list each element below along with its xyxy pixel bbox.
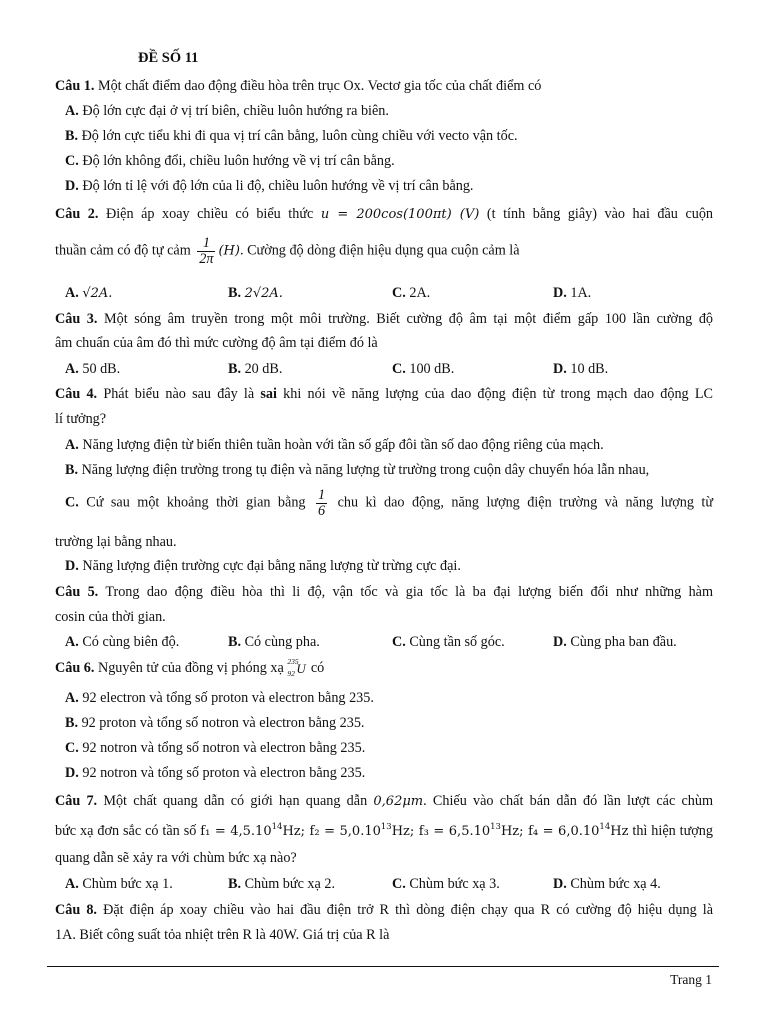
option-6d [65, 765, 365, 782]
page-title: ĐỀ SỐ 11 [138, 50, 199, 66]
option-3a [65, 361, 120, 378]
question-text: Điện áp xoay chiều có biểu thức [105, 206, 314, 222]
question-text-cont: . Cường độ dòng điện hiệu dụng qua cuộn cảm là [239, 242, 520, 259]
question-3 [55, 311, 713, 328]
option-key: C. [65, 494, 79, 511]
option-text: Độ lớn cực tiểu khi đi qua vị trí cân bằng, luôn cùng chiều với vecto vận tốc. [81, 128, 518, 144]
option-text: Năng lượng điện từ biến thiên tuần hoàn với tần số gấp đôi tần số dao động riêng của mạch. [82, 437, 604, 453]
option-key: B. [65, 462, 79, 478]
voltage-formula: u = 200cos(100πt) (V) [320, 207, 480, 222]
option-key: D. [65, 178, 79, 194]
option-key: D. [65, 558, 79, 574]
question-6 [55, 656, 325, 678]
wavelength-limit: 0,62μm [373, 794, 424, 809]
option-2b [228, 285, 283, 302]
option-key: C. [65, 740, 79, 756]
option-text: 2A. [409, 285, 431, 301]
question-label: Câu 2. [55, 206, 99, 222]
question-5-line2: cosin của thời gian. [55, 609, 166, 625]
question-1 [55, 78, 713, 95]
option-1c [65, 153, 395, 170]
option-key: B. [228, 876, 242, 892]
emphasis-word: sai [260, 386, 277, 402]
option-text: Chùm bức xạ 3. [409, 876, 500, 892]
option-1a [65, 103, 389, 120]
option-key: B. [65, 715, 79, 731]
option-6b [65, 715, 364, 732]
exp-3: 13 [490, 822, 501, 832]
option-key: A. [65, 437, 79, 453]
question-3-line2: âm chuẩn của âm đó thì mức cường độ âm tại điểm đó là [55, 335, 378, 351]
question-7 [55, 793, 713, 810]
question-text-cont: (t tính bằng giây) vào hai đầu cuộn [486, 206, 714, 222]
option-7a [65, 876, 173, 893]
question-2-line2 [55, 236, 520, 267]
option-key: D. [65, 765, 79, 781]
question-text: Một chất quang dẫn có giới hạn quang dẫn [103, 793, 368, 809]
question-7-line3: quang dẫn sẽ xảy ra với chùm bức xạ nào? [55, 850, 297, 866]
question-text: Phát biểu nào sau đây là [103, 386, 255, 402]
option-key: C. [392, 876, 406, 892]
option-key: C. [65, 153, 79, 169]
freq-1: f₁ = 4,5.10 [200, 824, 272, 839]
option-text: Cùng tần số góc. [409, 634, 505, 650]
option-key: B. [228, 361, 242, 377]
question-text: Đặt điện áp xoay chiều vào hai đầu điện trở R thì dòng điện chạy qua R có cường độ hiệu dụng là [103, 902, 713, 918]
option-text: Năng lượng điện trường cực đại bằng năng lượng từ trừng cực đại. [82, 558, 461, 574]
freq-4: Hz; f₄ = 6,0.10 [500, 824, 600, 839]
option-text: 92 proton và tổng số notron và electron bằng 235. [81, 715, 365, 731]
option-text: Năng lượng điện trường trong tụ điện và năng lượng từ trường trong cuộn dây chuyển hóa lẫn nhau, [81, 462, 650, 478]
option-text: 20 dB. [244, 361, 283, 377]
footer-divider [47, 966, 719, 967]
uranium-isotope [287, 656, 307, 678]
option-6a [65, 690, 374, 707]
option-text: 92 notron và tổng số proton và electron bằng 235. [82, 765, 366, 781]
option-5b [228, 634, 320, 651]
option-text: Chùm bức xạ 1. [82, 876, 173, 892]
option-text: 10 dB. [570, 361, 609, 377]
inductance-fraction [197, 236, 215, 267]
option-text: Cùng pha ban đầu. [570, 634, 677, 650]
option-4c [65, 488, 713, 519]
option-key: D. [553, 361, 567, 377]
question-text: Một sóng âm truyền trong một môi trường. Biết cường độ âm tại một điểm gấp 100 lần cường độ [104, 311, 714, 327]
option-text-cont: chu kì dao động, năng lượng điện trường và năng lượng từ [337, 494, 714, 511]
option-7d [553, 876, 661, 893]
question-text-cont: khi nói về năng lượng của dao động điện từ trong mạch dao động LC [283, 386, 714, 402]
option-5d [553, 634, 677, 651]
option-7c [392, 876, 500, 893]
option-text: Chùm bức xạ 2. [244, 876, 336, 892]
option-4a [65, 437, 604, 454]
option-3c [392, 361, 454, 378]
time-fraction [316, 488, 327, 519]
question-text: Nguyên tử của đồng vị phóng xạ [97, 660, 284, 676]
option-key: B. [228, 285, 242, 301]
option-key: B. [65, 128, 79, 144]
frac-den: 2π [199, 250, 214, 267]
option-text: 100 dB. [409, 361, 455, 377]
option-1d [65, 178, 473, 195]
exp-4: 14 [599, 822, 611, 832]
question-8-line2: 1A. Biết công suất tỏa nhiệt trên R là 40W. Giá trị của R là [55, 927, 390, 943]
option-key: D. [553, 285, 567, 301]
question-label: Câu 7. [55, 793, 98, 809]
option-text: Cứ sau một khoảng thời gian bằng [86, 494, 306, 511]
option-2c [392, 285, 430, 302]
question-4-line2: lí tưởng? [55, 411, 107, 427]
question-text-cont: . Chiếu vào chất bán dẫn đó lần lượt các chùm [423, 793, 714, 809]
option-text: 2√2A. [244, 286, 283, 301]
option-3b [228, 361, 282, 378]
exp-2: 13 [380, 822, 392, 832]
question-label: Câu 3. [55, 311, 98, 327]
option-key: A. [65, 103, 79, 119]
element-symbol: U [296, 660, 306, 676]
option-text: 50 dB. [82, 361, 121, 377]
question-label: Câu 8. [55, 902, 97, 918]
option-5c [392, 634, 505, 651]
option-text: Độ lớn cực đại ở vị trí biên, chiều luôn hướng ra biên. [82, 103, 389, 119]
option-4b [65, 462, 649, 479]
freq-2: Hz; f₂ = 5,0.10 [282, 824, 381, 839]
option-2d [553, 285, 591, 302]
option-key: C. [392, 361, 406, 377]
option-text: Độ lớn tỉ lệ với độ lớn của li độ, chiều luôn hướng về vị trí cân bằng. [82, 178, 474, 194]
question-text: thuần cảm có độ tự cảm [55, 242, 191, 259]
question-4 [55, 386, 713, 403]
option-text: Độ lớn không đổi, chiều luôn hướng về vị trí cân bằng. [82, 153, 395, 169]
option-key: A. [65, 690, 79, 706]
question-5 [55, 584, 713, 601]
option-text: √2A. [82, 286, 113, 301]
unit: (H) [218, 243, 240, 259]
frac-num: 1 [318, 487, 326, 503]
question-text: Một chất điểm dao động điều hòa trên trục Ox. Vectơ gia tốc của chất điểm có [97, 78, 542, 94]
option-key: C. [392, 285, 406, 301]
question-text: bức xạ đơn sắc có tần số [55, 823, 197, 839]
option-2a [65, 285, 112, 302]
option-key: A. [65, 876, 79, 892]
option-4c-line2: trường lại bằng nhau. [55, 534, 177, 550]
question-2 [55, 206, 713, 223]
option-7b [228, 876, 335, 893]
frac-num: 1 [197, 236, 215, 252]
option-key: D. [553, 876, 567, 892]
option-key: A. [65, 285, 79, 301]
option-text: Có cùng pha. [244, 634, 320, 650]
option-6c [65, 740, 365, 757]
question-text: Trong dao động điều hòa thì li độ, vận tốc và gia tốc là ba đại lượng biến đổi như những hàm [105, 584, 714, 600]
unit-hz: Hz [610, 824, 629, 839]
option-key: B. [228, 634, 242, 650]
freq-3: Hz; f₃ = 6,5.10 [391, 824, 491, 839]
frac-den: 6 [318, 502, 326, 519]
question-label: Câu 5. [55, 584, 99, 600]
question-label: Câu 6. [55, 660, 95, 676]
option-3d [553, 361, 608, 378]
question-text-cont: có [310, 660, 325, 676]
option-key: A. [65, 361, 79, 377]
option-text: 1A. [570, 285, 592, 301]
option-key: D. [553, 634, 567, 650]
option-text: 92 notron và tổng số notron và electron bằng 235. [82, 740, 366, 756]
frequency-list [200, 824, 628, 839]
option-text: Chùm bức xạ 4. [570, 876, 661, 892]
option-5a [65, 634, 179, 651]
question-7-line2 [55, 822, 713, 840]
option-text: Có cùng biên độ. [82, 634, 180, 650]
option-text: 92 electron và tổng số proton và electron bằng 235. [82, 690, 374, 706]
option-key: C. [392, 634, 406, 650]
page-number: Trang 1 [670, 972, 712, 987]
mass-number: 235 [287, 656, 299, 666]
option-1b [65, 128, 518, 145]
question-label: Câu 4. [55, 386, 98, 402]
atomic-number: 92 [287, 668, 295, 678]
question-text-cont: thì hiện tượng [632, 823, 713, 839]
exp-1: 14 [271, 822, 283, 832]
option-4d [65, 558, 461, 575]
question-8 [55, 902, 713, 919]
question-label: Câu 1. [55, 78, 95, 94]
option-key: A. [65, 634, 79, 650]
